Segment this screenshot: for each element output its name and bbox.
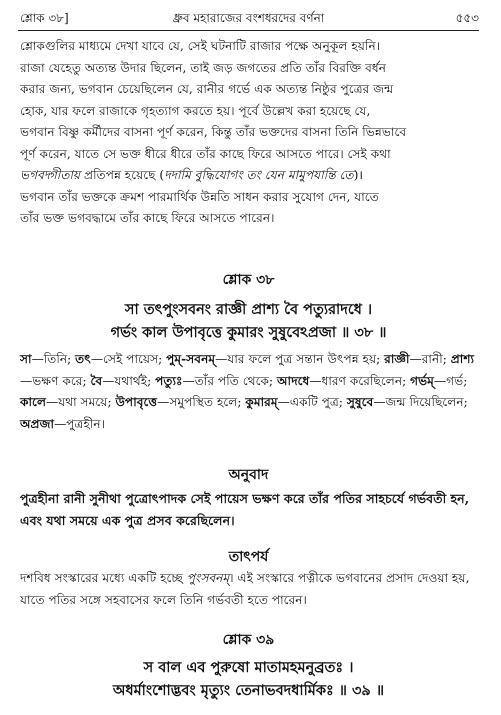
verse-heading: শ্লোক ৩৮: [222, 272, 275, 288]
synonym-word: গর্ভম্: [410, 373, 434, 388]
synonym-word: সা: [20, 352, 32, 366]
verse-39: [18, 628, 479, 702]
synonym-word: কুমারম্: [245, 395, 278, 409]
intro-line: শ্লোকগুলির মাধ্যমে দেখা যাবে যে, সেই ঘটনাটি রাজার পক্ষে অনুকূল হয়নি।: [20, 39, 381, 53]
synonym-meaning: —রানী;: [409, 352, 451, 366]
synonym-word: পুম্-সবনম্: [166, 352, 216, 366]
translation-heading: অনুবাদ: [228, 467, 269, 483]
intro-text: প্রতিপন্ন হয়েছে (: [80, 168, 165, 182]
synonym-word: পত্যুঃ: [155, 373, 183, 388]
synonym-word: তৎ: [75, 352, 91, 366]
synonym-meaning: —যার ফলে পুত্র সন্তান উৎপন্ন হয়;: [215, 352, 385, 366]
purport-text: [20, 568, 479, 611]
synonym-word: কালে: [20, 395, 47, 409]
synonyms-paragraph: [20, 349, 479, 435]
synonym-word: রাজ্ঞী: [384, 352, 410, 366]
verse-line: গর্ভং কাল উপাবৃত্তে কুমারং সুষুবেঽপ্রজা ॥ ৩৮ ॥: [110, 324, 387, 341]
intro-line: ভগবান বিষ্ণু কর্মীদের বাসনা পূর্ণ করেন, কিন্তু তাঁর ভক্তদের বাসনা তিনি ভিন্নভাবে: [20, 125, 407, 139]
verse-heading: শ্লোক ৩৯: [222, 632, 275, 648]
synonym-meaning: —যথা সময়ে;: [46, 395, 116, 409]
verse-line: সা তৎপুংসবনং রাজ্ঞী প্রাশ্য বৈ পত্যুরাদধে ।: [124, 301, 373, 318]
purport-term: পুংসবনম্: [186, 571, 230, 585]
verse-line: স বাল এব পুরুষো মাতামহমনুব্রতঃ ।: [143, 659, 354, 676]
intro-line-gita-quote: [20, 165, 479, 187]
verse-38: [18, 268, 479, 344]
synonym-word: বৈ: [90, 373, 103, 388]
header-rule: [18, 30, 479, 31]
gita-quote: দদামি বুদ্ধিযোগং তং যেন মামুপযান্তি তে: [164, 168, 354, 182]
synonym-word: আদধে: [277, 373, 310, 388]
synonym-meaning: —গর্ভ;: [433, 373, 468, 388]
intro-line: ভগবান তাঁর ভক্তকে ক্রমশ পারমার্থিক উন্নতি সাধন করার সুযোগ দেন, যাতে: [20, 189, 379, 204]
synonym-word: উপাবৃত্তে: [115, 395, 158, 409]
header-chapter-title: ধ্রুব মহারাজের বংশধরদের বর্ণনা: [172, 11, 325, 25]
intro-line: তাঁর ভক্ত ভগবদ্ধামে তাঁর কাছে ফিরে আসতে পারেন।: [20, 211, 275, 225]
header-verse-ref: শ্লোক ৩৮]: [20, 11, 69, 25]
intro-line: রাজা যেহেতু অত্যন্ত উদার ছিলেন, তাই জড় জগতের প্রতি তাঁর বিরক্তি বর্ধন: [20, 60, 387, 75]
intro-line: পূর্ণ করেন, যাতে সে ভক্ত ধীরে ধীরে তাঁর কাছে ফিরে আসতে পারে। সেই কথা: [20, 146, 391, 161]
intro-paragraph: [20, 36, 479, 230]
intro-text: )।: [353, 168, 363, 182]
purport-heading: তাৎপর্য: [228, 549, 269, 565]
synonym-meaning: —ধারণ করেছিলেন;: [309, 373, 411, 388]
synonym-meaning: —পুত্রহীন।: [54, 416, 106, 431]
synonym-word: সুষুবে: [346, 395, 374, 409]
synonym-word: অপ্রজা: [20, 416, 55, 431]
synonym-word: প্রাশ্য: [450, 352, 475, 366]
synonym-meaning: —জন্ম দিয়েছিলেন;: [373, 395, 468, 409]
purport-part: । এই সংস্কারে পত্নীকে ভগবানের প্রসাদ দেওয়া হয়, যাতে পতির সঙ্গে সহবাসের ফলে তিনি গর্ভবতী হতে পারেন।: [20, 571, 470, 607]
synonym-meaning: —তাঁর পতি থেকে;: [182, 373, 277, 388]
synonym-meaning: —ভক্ষণ করে;: [20, 373, 91, 388]
intro-line: হোক, যার ফলে রাজাকে গৃহত্যাগ করতে হয়। পূর্বে উল্লেখ করা হয়েছে যে,: [20, 103, 371, 118]
purport-part: দশবিধ সংস্কারের মধ্যে একটি হচ্ছে: [20, 571, 187, 585]
gita-title: ভগবদ্গীতায়: [20, 168, 81, 182]
header-page-number: ৫৫৩: [455, 11, 479, 25]
synonym-meaning: —একটি পুত্র;: [277, 395, 347, 409]
synonym-meaning: —সেই পায়েস;: [90, 352, 167, 366]
synonym-meaning: —তিনি;: [31, 352, 76, 366]
verse-line: অধর্মাংশোদ্ভবং মৃত্যুং তেনাভবদধার্মিকঃ ॥ ৩৯ ॥: [112, 682, 385, 699]
synonym-meaning: —যথার্থই;: [102, 373, 156, 388]
page-header: [18, 6, 479, 28]
synonym-meaning: —সমুপস্থিত হলে;: [157, 395, 246, 409]
translation-text: পুত্রহীনা রানী সুনীথা পুত্রোৎপাদক সেই পায়েস ভক্ষণ করে তাঁর পতির সাহচর্যে গর্ভবতী হন, এবং যথা সময়ে এক পুত্র প্রসব করেছিলেন।: [20, 491, 470, 528]
intro-line: করার জন্য, ভগবান চেয়েছিলেন যে, রানীর গর্ভে এক অত্যন্ত নিষ্ঠুর পুত্রের জন্ম: [20, 82, 394, 96]
